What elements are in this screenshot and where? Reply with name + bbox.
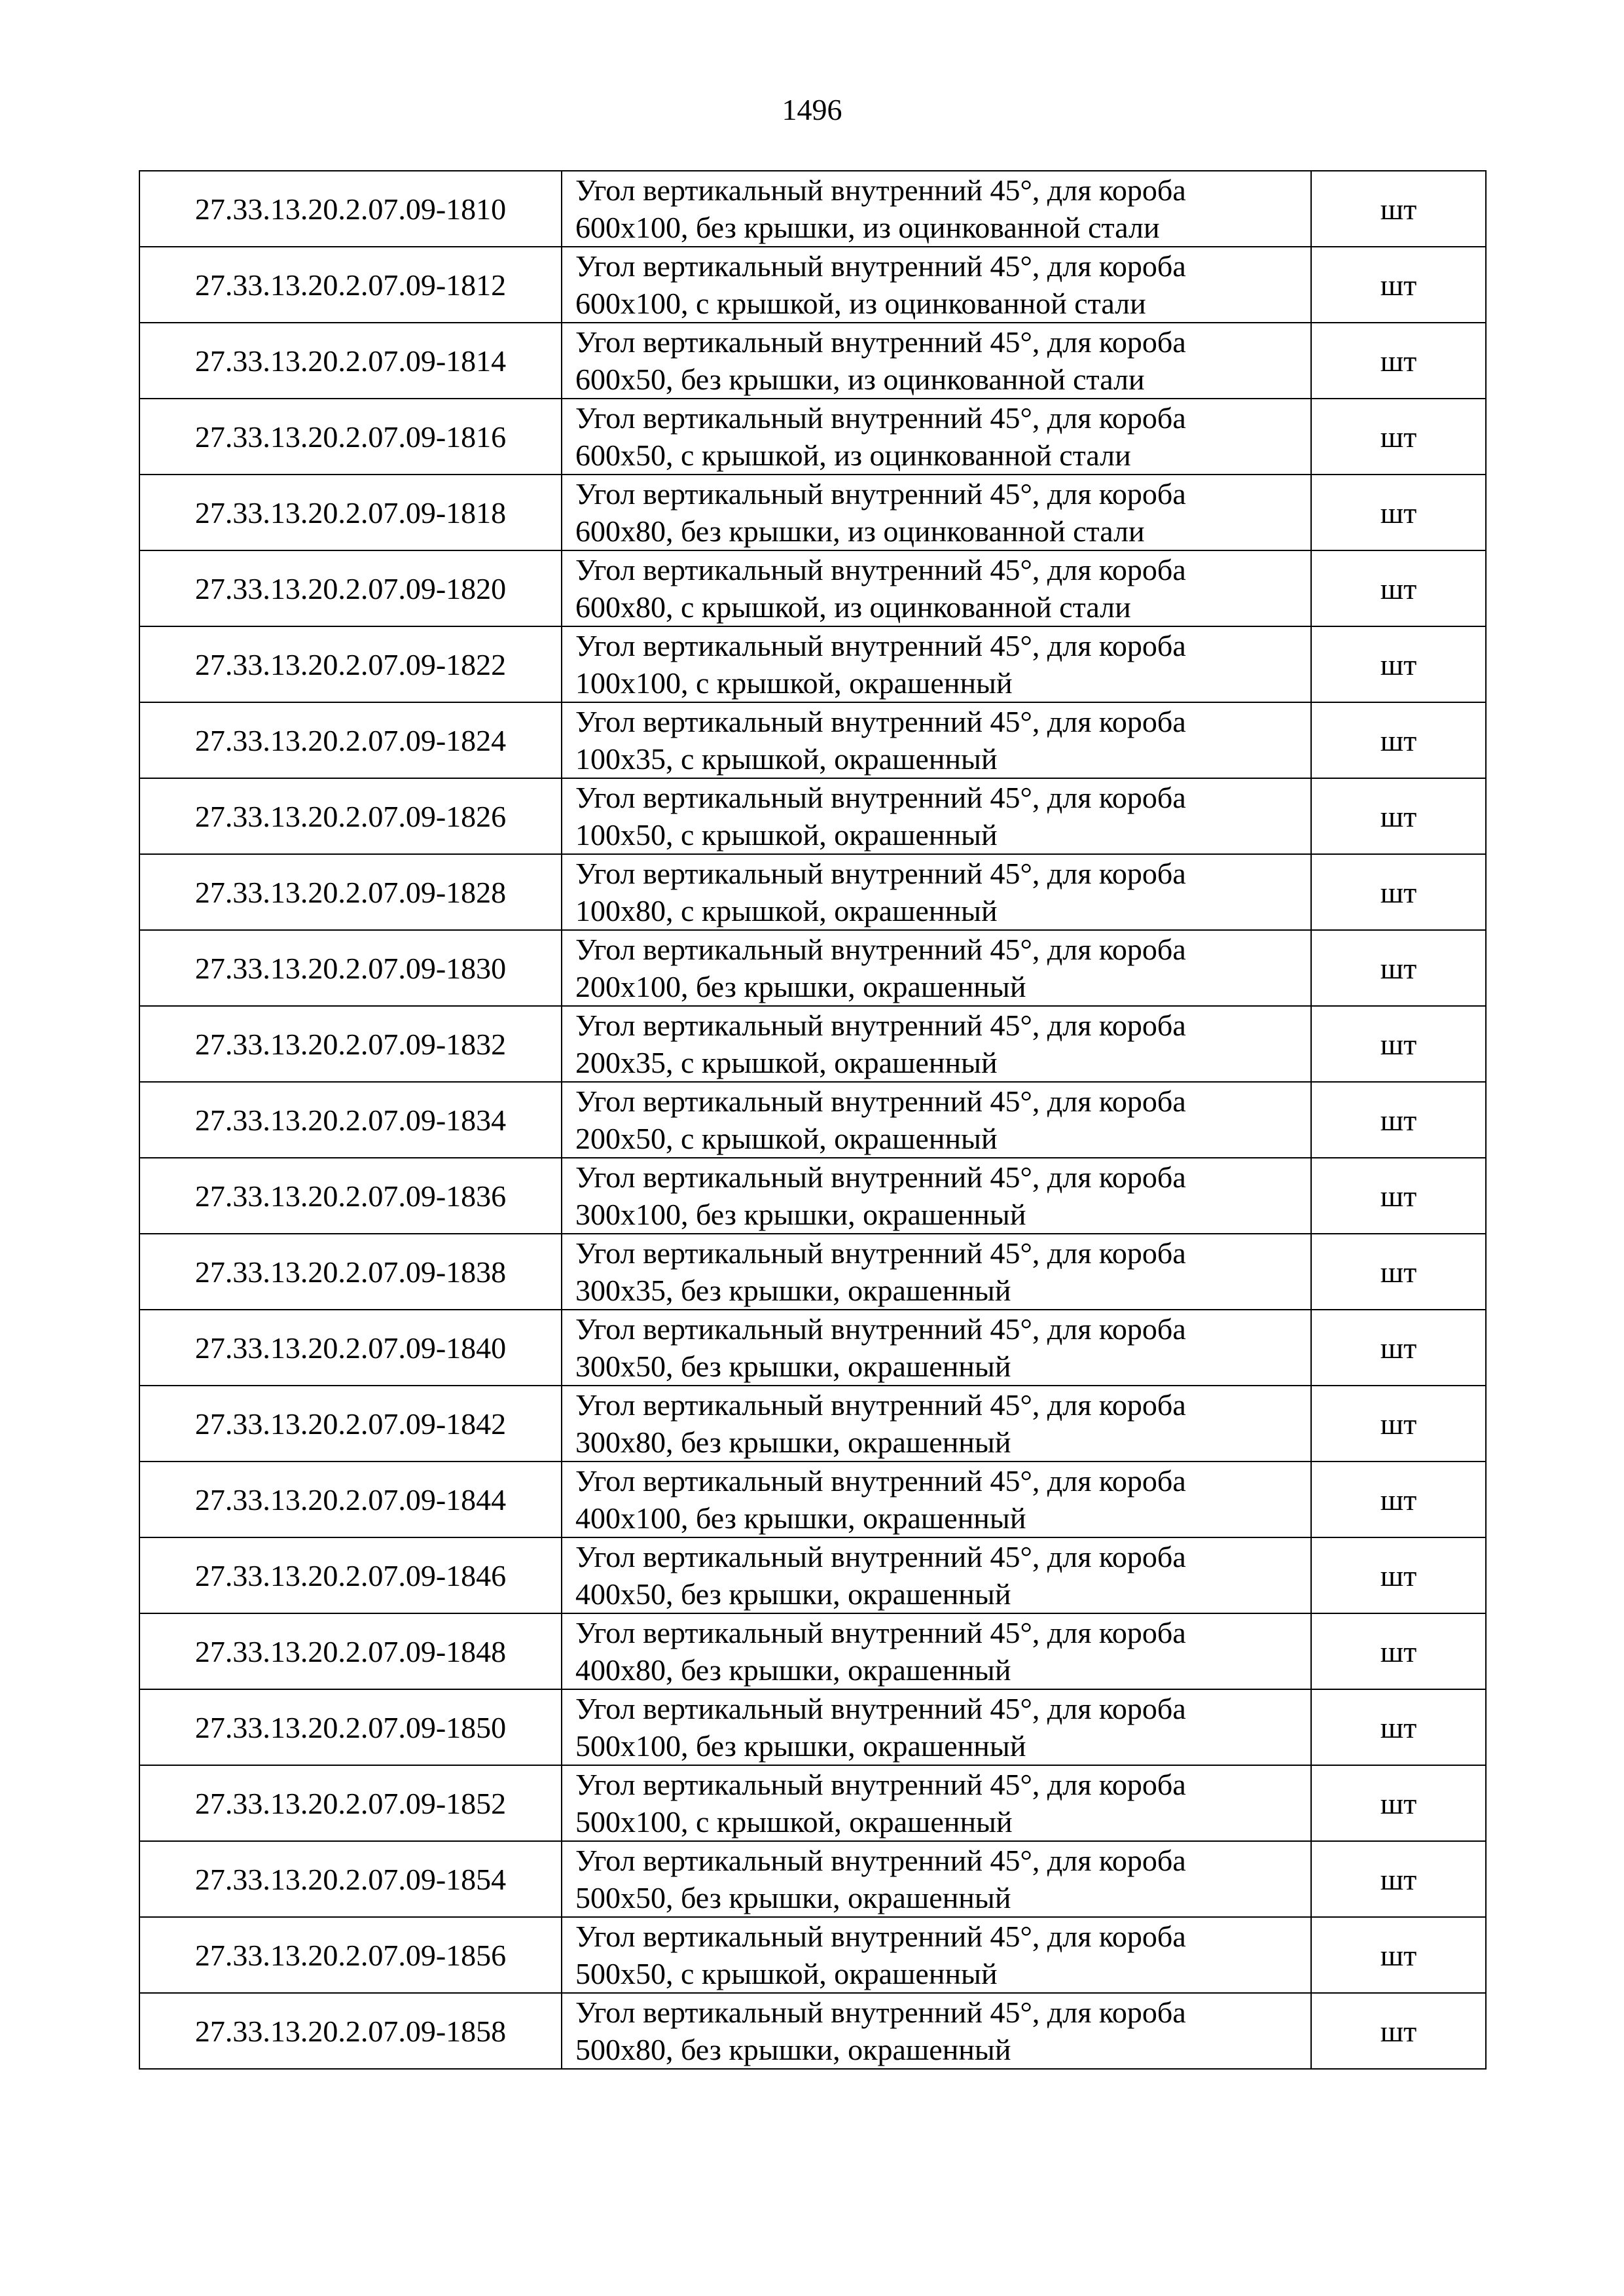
table-row	[139, 171, 1486, 247]
table-row	[139, 550, 1486, 626]
description-line-1: Угол вертикальный внутренний 45°, для короба	[575, 933, 1186, 966]
item-description	[562, 1386, 1311, 1462]
table-row	[139, 1689, 1486, 1765]
item-description	[562, 1613, 1311, 1689]
table-row	[139, 475, 1486, 550]
item-code: 27.33.13.20.2.07.09-1826	[139, 778, 562, 854]
description-line-2: 600х80, с крышкой, из оцинкованной стали	[575, 590, 1131, 624]
item-code: 27.33.13.20.2.07.09-1848	[139, 1613, 562, 1689]
description-line-2: 500х50, с крышкой, окрашенный	[575, 1957, 998, 1990]
item-code: 27.33.13.20.2.07.09-1856	[139, 1917, 562, 1993]
description-line-2: 600х50, без крышки, из оцинкованной стали	[575, 363, 1145, 396]
item-code: 27.33.13.20.2.07.09-1822	[139, 626, 562, 702]
description-line-1: Угол вертикальный внутренний 45°, для короба	[575, 553, 1186, 586]
description-line-2: 100х80, с крышкой, окрашенный	[575, 894, 998, 927]
description-line-2: 600х50, с крышкой, из оцинкованной стали	[575, 439, 1131, 472]
description-line-2: 500х100, с крышкой, окрашенный	[575, 1805, 1013, 1839]
item-unit: шт	[1311, 1310, 1486, 1386]
description-line-2: 100х50, с крышкой, окрашенный	[575, 818, 998, 852]
item-description	[562, 475, 1311, 550]
item-description	[562, 171, 1311, 247]
item-unit: шт	[1311, 323, 1486, 399]
item-code: 27.33.13.20.2.07.09-1812	[139, 247, 562, 323]
item-code: 27.33.13.20.2.07.09-1846	[139, 1537, 562, 1613]
description-line-1: Угол вертикальный внутренний 45°, для короба	[575, 1616, 1186, 1649]
table-row	[139, 854, 1486, 930]
item-unit: шт	[1311, 1462, 1486, 1537]
item-code: 27.33.13.20.2.07.09-1850	[139, 1689, 562, 1765]
item-unit: шт	[1311, 399, 1486, 475]
description-line-1: Угол вертикальный внутренний 45°, для короба	[575, 173, 1186, 207]
description-line-2: 100х35, с крышкой, окрашенный	[575, 742, 998, 776]
item-unit: шт	[1311, 1082, 1486, 1158]
item-description	[562, 1689, 1311, 1765]
description-line-1: Угол вертикальный внутренний 45°, для короба	[575, 705, 1186, 738]
item-code: 27.33.13.20.2.07.09-1830	[139, 930, 562, 1006]
item-description	[562, 1765, 1311, 1841]
item-unit: шт	[1311, 1006, 1486, 1082]
item-code: 27.33.13.20.2.07.09-1820	[139, 550, 562, 626]
item-unit: шт	[1311, 702, 1486, 778]
description-line-1: Угол вертикальный внутренний 45°, для короба	[575, 1236, 1186, 1270]
table-row	[139, 1917, 1486, 1993]
item-code: 27.33.13.20.2.07.09-1844	[139, 1462, 562, 1537]
item-unit: шт	[1311, 930, 1486, 1006]
item-description	[562, 778, 1311, 854]
item-description	[562, 1462, 1311, 1537]
description-line-1: Угол вертикальный внутренний 45°, для короба	[575, 249, 1186, 283]
description-line-2: 600х100, с крышкой, из оцинкованной стали	[575, 287, 1146, 320]
description-line-2: 100х100, с крышкой, окрашенный	[575, 666, 1013, 700]
description-line-1: Угол вертикальный внутренний 45°, для короба	[575, 401, 1186, 435]
item-code: 27.33.13.20.2.07.09-1852	[139, 1765, 562, 1841]
item-unit: шт	[1311, 854, 1486, 930]
description-line-1: Угол вертикальный внутренний 45°, для короба	[575, 857, 1186, 890]
description-line-1: Угол вертикальный внутренний 45°, для короба	[575, 629, 1186, 662]
description-line-1: Угол вертикальный внутренний 45°, для короба	[575, 1540, 1186, 1573]
item-code: 27.33.13.20.2.07.09-1838	[139, 1234, 562, 1310]
item-unit: шт	[1311, 1537, 1486, 1613]
description-line-1: Угол вертикальный внутренний 45°, для короба	[575, 325, 1186, 359]
description-line-2: 500х100, без крышки, окрашенный	[575, 1729, 1026, 1763]
item-unit: шт	[1311, 247, 1486, 323]
item-code: 27.33.13.20.2.07.09-1840	[139, 1310, 562, 1386]
description-line-1: Угол вертикальный внутренний 45°, для короба	[575, 1388, 1186, 1422]
description-line-1: Угол вертикальный внутренний 45°, для короба	[575, 1312, 1186, 1346]
table-row	[139, 1993, 1486, 2069]
item-unit: шт	[1311, 1613, 1486, 1689]
table-row	[139, 323, 1486, 399]
table-row	[139, 1613, 1486, 1689]
item-description	[562, 1917, 1311, 1993]
item-description	[562, 550, 1311, 626]
table-row	[139, 626, 1486, 702]
item-code: 27.33.13.20.2.07.09-1818	[139, 475, 562, 550]
table-row	[139, 1006, 1486, 1082]
item-unit: шт	[1311, 171, 1486, 247]
item-unit: шт	[1311, 1158, 1486, 1234]
table-row	[139, 399, 1486, 475]
description-line-2: 200х35, с крышкой, окрашенный	[575, 1046, 998, 1079]
item-code: 27.33.13.20.2.07.09-1814	[139, 323, 562, 399]
description-line-2: 400х50, без крышки, окрашенный	[575, 1577, 1011, 1611]
table-row	[139, 1537, 1486, 1613]
table-row	[139, 702, 1486, 778]
item-description	[562, 1310, 1311, 1386]
description-line-2: 200х50, с крышкой, окрашенный	[575, 1122, 998, 1155]
item-description	[562, 702, 1311, 778]
description-line-2: 300х100, без крышки, окрашенный	[575, 1198, 1026, 1231]
table-row	[139, 1462, 1486, 1537]
table-row	[139, 247, 1486, 323]
description-line-1: Угол вертикальный внутренний 45°, для короба	[575, 1009, 1186, 1042]
item-description	[562, 323, 1311, 399]
item-unit: шт	[1311, 1765, 1486, 1841]
description-line-2: 300х50, без крышки, окрашенный	[575, 1350, 1011, 1383]
item-code: 27.33.13.20.2.07.09-1824	[139, 702, 562, 778]
item-code: 27.33.13.20.2.07.09-1858	[139, 1993, 562, 2069]
description-line-2: 300х80, без крышки, окрашенный	[575, 1426, 1011, 1459]
item-code: 27.33.13.20.2.07.09-1854	[139, 1841, 562, 1917]
description-line-1: Угол вертикальный внутренний 45°, для короба	[575, 1692, 1186, 1725]
table-row	[139, 1765, 1486, 1841]
description-line-2: 600х100, без крышки, из оцинкованной стали	[575, 211, 1160, 244]
description-line-1: Угол вертикальный внутренний 45°, для короба	[575, 1844, 1186, 1877]
description-line-1: Угол вертикальный внутренний 45°, для короба	[575, 1768, 1186, 1801]
item-unit: шт	[1311, 1917, 1486, 1993]
item-description	[562, 1537, 1311, 1613]
item-code: 27.33.13.20.2.07.09-1828	[139, 854, 562, 930]
item-unit: шт	[1311, 550, 1486, 626]
item-description	[562, 399, 1311, 475]
table-row	[139, 1158, 1486, 1234]
description-line-2: 400х100, без крышки, окрашенный	[575, 1501, 1026, 1535]
item-code: 27.33.13.20.2.07.09-1816	[139, 399, 562, 475]
description-line-1: Угол вертикальный внутренний 45°, для короба	[575, 1920, 1186, 1953]
table-row	[139, 1386, 1486, 1462]
item-description	[562, 930, 1311, 1006]
item-description	[562, 1234, 1311, 1310]
item-unit: шт	[1311, 626, 1486, 702]
table-row	[139, 1082, 1486, 1158]
item-description	[562, 1006, 1311, 1082]
item-unit: шт	[1311, 1234, 1486, 1310]
table-row	[139, 930, 1486, 1006]
item-code: 27.33.13.20.2.07.09-1832	[139, 1006, 562, 1082]
description-line-2: 500х50, без крышки, окрашенный	[575, 1881, 1011, 1914]
catalog-table-body	[139, 171, 1486, 2069]
item-description	[562, 1993, 1311, 2069]
catalog-table	[139, 170, 1487, 2070]
item-unit: шт	[1311, 1841, 1486, 1917]
item-description	[562, 854, 1311, 930]
table-row	[139, 1841, 1486, 1917]
description-line-2: 600х80, без крышки, из оцинкованной стали	[575, 514, 1145, 548]
item-description	[562, 1082, 1311, 1158]
item-description	[562, 247, 1311, 323]
description-line-2: 400х80, без крышки, окрашенный	[575, 1653, 1011, 1687]
table-row	[139, 1234, 1486, 1310]
item-description	[562, 626, 1311, 702]
description-line-1: Угол вертикальный внутренний 45°, для короба	[575, 1464, 1186, 1498]
item-unit: шт	[1311, 1386, 1486, 1462]
item-unit: шт	[1311, 1993, 1486, 2069]
item-description	[562, 1158, 1311, 1234]
description-line-1: Угол вертикальный внутренний 45°, для короба	[575, 477, 1186, 511]
description-line-1: Угол вертикальный внутренний 45°, для короба	[575, 1085, 1186, 1118]
item-unit: шт	[1311, 778, 1486, 854]
item-unit: шт	[1311, 475, 1486, 550]
description-line-1: Угол вертикальный внутренний 45°, для короба	[575, 1160, 1186, 1194]
item-code: 27.33.13.20.2.07.09-1810	[139, 171, 562, 247]
item-description	[562, 1841, 1311, 1917]
table-row	[139, 778, 1486, 854]
item-unit: шт	[1311, 1689, 1486, 1765]
description-line-2: 200х100, без крышки, окрашенный	[575, 970, 1026, 1003]
description-line-1: Угол вертикальный внутренний 45°, для короба	[575, 1996, 1186, 2029]
item-code: 27.33.13.20.2.07.09-1834	[139, 1082, 562, 1158]
description-line-2: 500х80, без крышки, окрашенный	[575, 2033, 1011, 2066]
page-number: 1496	[782, 93, 842, 126]
item-code: 27.33.13.20.2.07.09-1836	[139, 1158, 562, 1234]
table-row	[139, 1310, 1486, 1386]
description-line-2: 300х35, без крышки, окрашенный	[575, 1274, 1011, 1307]
description-line-1: Угол вертикальный внутренний 45°, для короба	[575, 781, 1186, 814]
item-code: 27.33.13.20.2.07.09-1842	[139, 1386, 562, 1462]
